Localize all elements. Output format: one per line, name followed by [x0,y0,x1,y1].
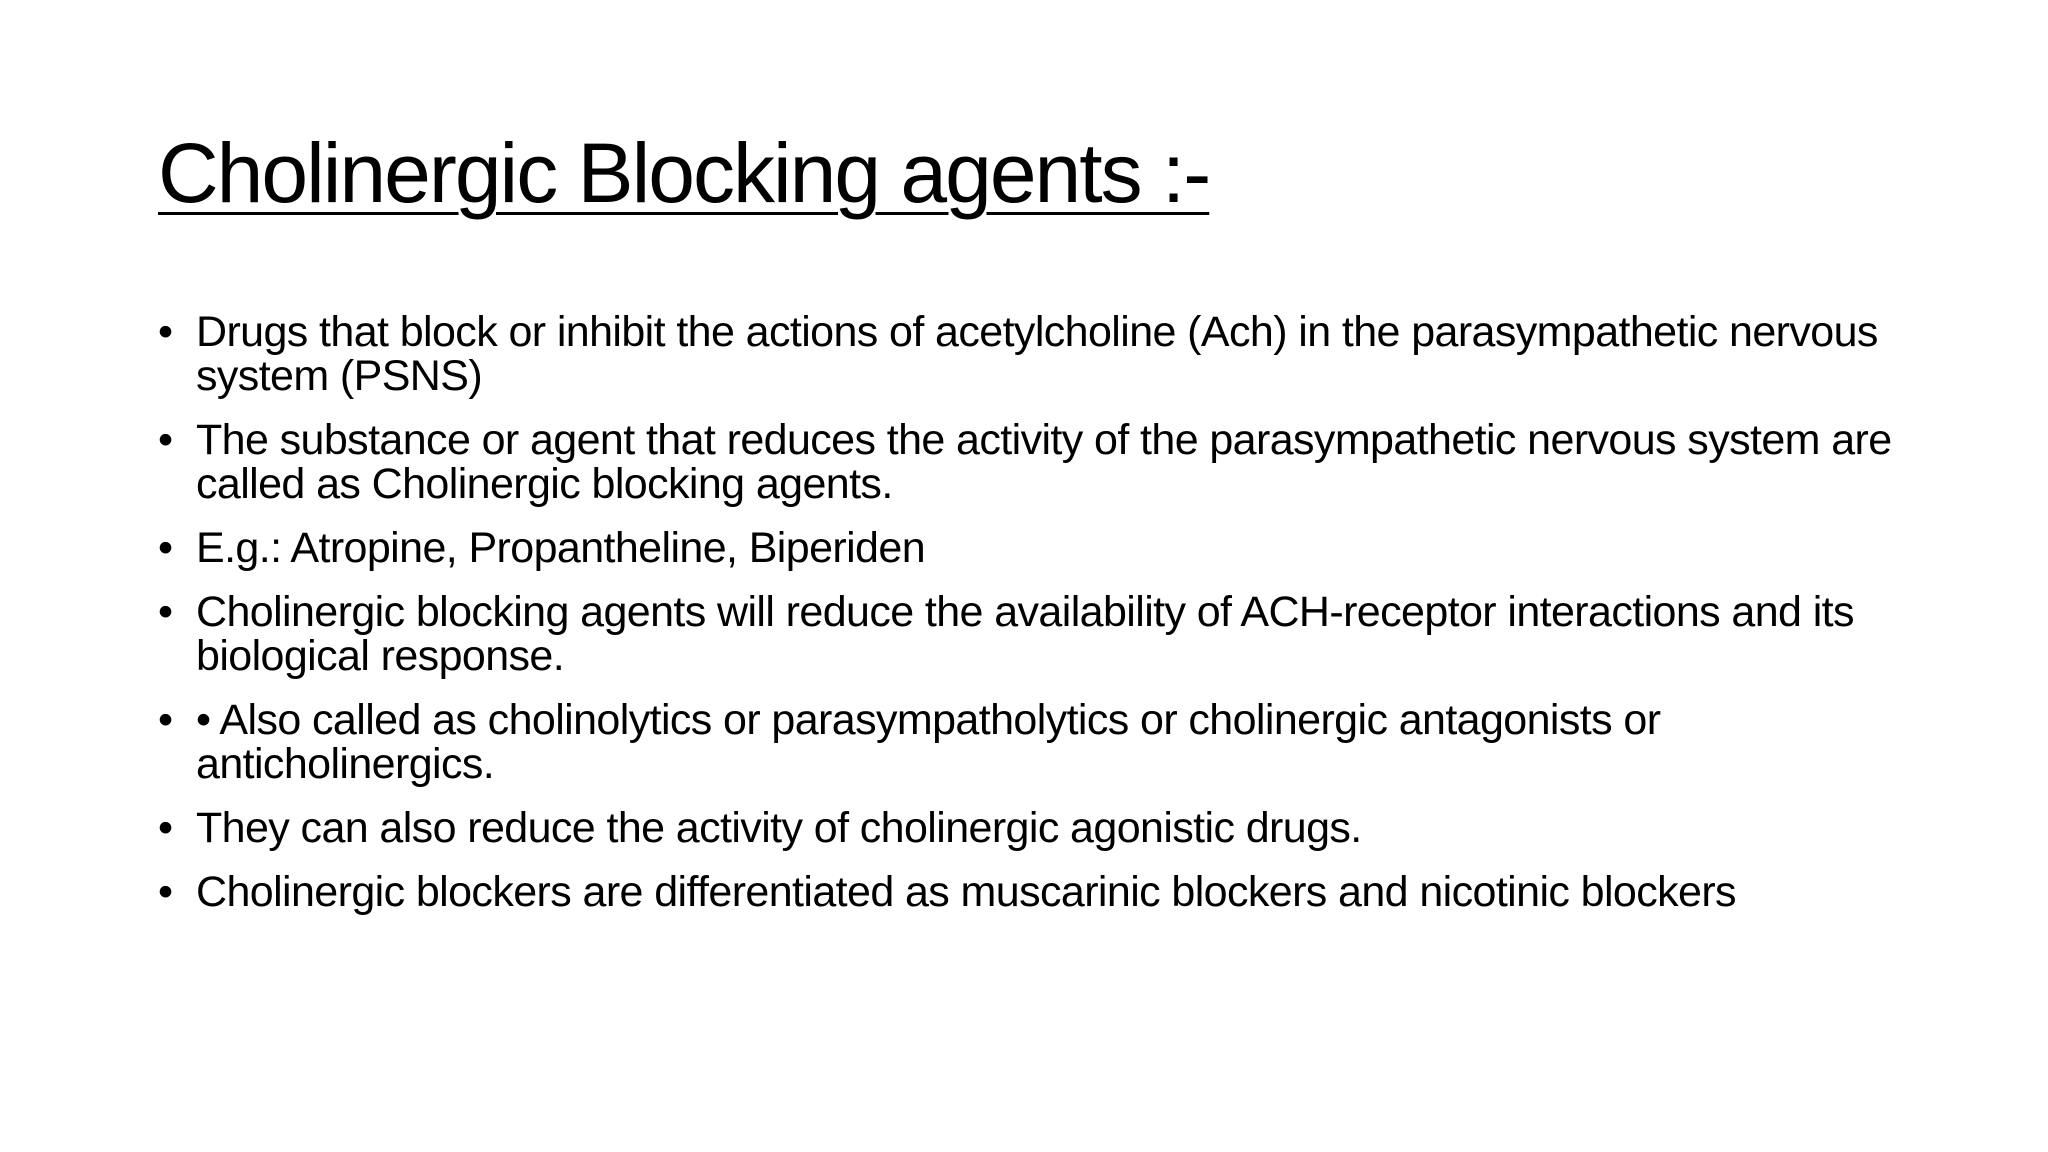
bullet-icon: • [158,524,173,572]
bullet-text: Cholinergic blockers are differentiated as muscarinic blockers and nicotinic blockers [196,868,1736,916]
bullet-item [158,310,1918,398]
bullet-icon: • [158,416,173,464]
bullet-text: They can also reduce the activity of cholinergic agonistic drugs. [196,804,1362,852]
bullet-item [158,806,1918,850]
bullet-item [158,590,1918,678]
bullet-text: Drugs that block or inhibit the actions of acetylcholine (Ach) in the parasympathetic nervous system (PSNS) [196,308,1878,400]
bullet-icon: • [158,588,173,636]
bullet-icon: • [158,308,173,356]
bullet-item [158,526,1918,570]
slide-title: Cholinergic Blocking agents :- [158,126,1210,220]
bullet-item [158,418,1918,506]
bullet-icon: • [158,868,173,916]
bullet-icon: • [158,696,173,744]
bullet-item [158,870,1918,914]
bullet-icon: • [158,804,173,852]
bullet-text: Cholinergic blocking agents will reduce the availability of ACH-receptor interactions and its biological response. [196,588,1854,680]
bullet-text: The substance or agent that reduces the activity of the parasympathetic nervous system are called as Cholinergic blocking agents. [196,416,1892,508]
bullet-text: • Also called as cholinolytics or parasympatholytics or cholinergic antagonists or anticholinergics. [196,696,1661,788]
bullet-text: E.g.: Atropine, Propantheline, Biperiden [196,524,926,572]
bullet-list [158,310,1918,934]
bullet-item [158,698,1918,786]
